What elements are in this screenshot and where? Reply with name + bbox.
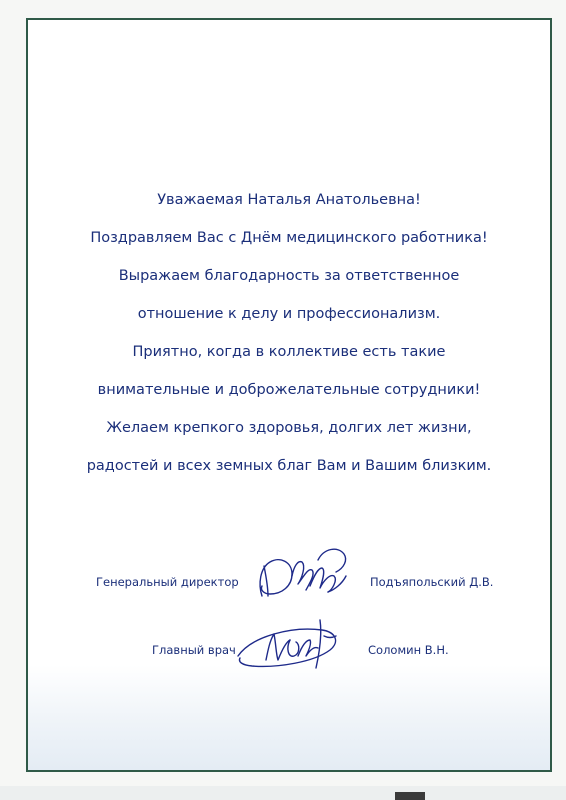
director-title: Генеральный директор <box>96 575 239 589</box>
letter-line-6: Желаем крепкого здоровья, долгих лет жизни, <box>106 420 472 436</box>
letter-line-4: Приятно, когда в коллективе есть такие <box>132 344 446 360</box>
director-signature <box>248 546 352 606</box>
letter-line-3: отношение к делу и профессионализм. <box>137 306 441 322</box>
chief-doctor-name: Соломин В.Н. <box>368 643 449 657</box>
scan-shadow-mark <box>395 792 425 800</box>
scan-page-edge <box>0 786 566 800</box>
letter-line-7: радостей и всех земных благ Вам и Вашим близким. <box>86 458 492 474</box>
letter-line-1: Поздравляем Вас с Днём медицинского работника! <box>90 230 488 246</box>
letter-body <box>26 186 552 490</box>
director-name: Подъяпольский Д.В. <box>370 575 494 589</box>
letter-line-5: внимательные и доброжелательные сотрудники! <box>97 382 481 398</box>
chief-doctor-signature <box>232 616 344 676</box>
letter-line-2: Выражаем благодарность за ответственное <box>118 268 460 284</box>
letter-greeting: Уважаемая Наталья Анатольевна! <box>157 192 421 208</box>
chief-doctor-title: Главный врач <box>152 643 236 657</box>
